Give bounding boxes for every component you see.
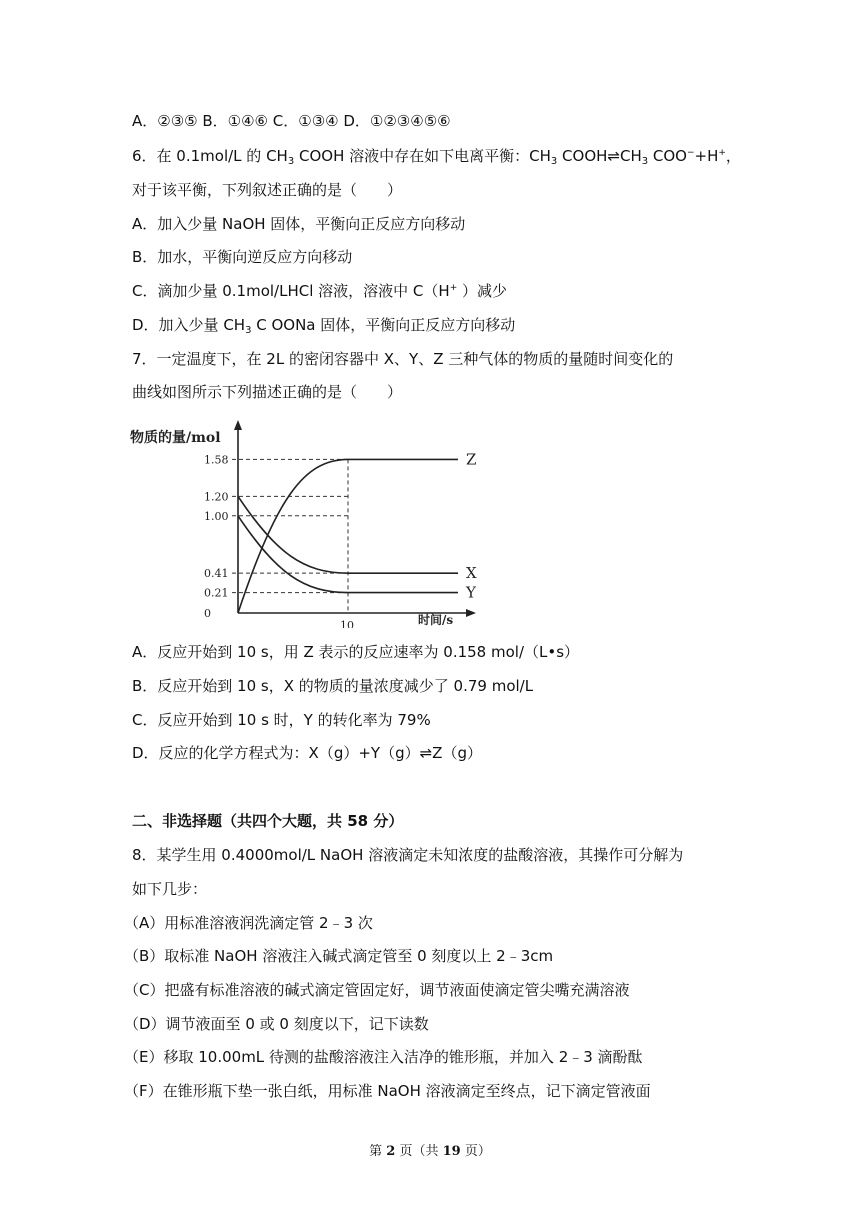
x-axis-label: 时间/s bbox=[418, 613, 454, 627]
amount-vs-time-chart bbox=[128, 418, 478, 628]
y-tick-label: 1.20 bbox=[204, 490, 229, 504]
q8-step-e: （E）移取 10.00mL 待测的盐酸溶液注入洁净的锥形瓶，并加入 2﹣3 滴酚酞 bbox=[124, 1048, 643, 1066]
q7-option-c: C．反应开始到 10 s 时，Y 的转化率为 79% bbox=[132, 711, 431, 729]
y-tick-label: 1.00 bbox=[204, 509, 229, 523]
q7-stem-line1: 7．一定温度下，在 2L 的密闭容器中 X、Y、Z 三种气体的物质的量随时间变化的 bbox=[132, 350, 674, 368]
chart-axes bbox=[234, 420, 476, 617]
q7-stem-line2: 曲线如图所示下列描述正确的是（ ） bbox=[132, 383, 403, 401]
q6-stem-line2: 对于该平衡，下列叙述正确的是（ ） bbox=[132, 181, 403, 199]
q8-step-d: （D）调节液面至 0 或 0 刻度以下，记下读数 bbox=[124, 1015, 429, 1033]
y-axis-label: 物质的量/mol bbox=[130, 430, 221, 446]
q8-step-c: （C）把盛有标准溶液的碱式滴定管固定好，调节液面使滴定管尖嘴充满溶液 bbox=[124, 981, 630, 999]
q6-stem-line1: 6．在 0.1mol/L 的 $CH_3$ COOH 溶液中存在如下电离平衡：$CH_3$ $COOH\rightleftharpoons CH_3$ COO−+H+， bbox=[132, 147, 741, 167]
series-label-X: X bbox=[466, 564, 477, 583]
q8-step-a: （A）用标准溶液润洗滴定管 2﹣3 次 bbox=[124, 914, 373, 932]
q5-options: A．②③⑤ B．①④⑥ C．①③④ D．①②③④⑤⑥ bbox=[132, 112, 451, 130]
q6-option-a: A．加入少量 NaOH 固体，平衡向正反应方向移动 bbox=[132, 215, 466, 233]
series-label-Z: Z bbox=[466, 450, 477, 469]
page-footer: 第 2 页（共 19 页） bbox=[369, 1144, 491, 1159]
q8-step-b: （B）取标准 NaOH 溶液注入碱式滴定管至 0 刻度以上 2﹣3cm bbox=[124, 947, 554, 965]
q6-option-b: B．加水，平衡向逆反应方向移动 bbox=[132, 248, 353, 266]
q7-option-a: A．反应开始到 10 s，用 Z 表示的反应速率为 0.158 mol/（L•s） bbox=[132, 643, 580, 661]
y-tick-label: 0 bbox=[204, 607, 211, 620]
y-axis-arrow bbox=[234, 420, 242, 430]
y-tick-label: 1.58 bbox=[204, 453, 229, 467]
q7-option-d: D．反应的化学方程式为：X（g）+Y（g）⇌Z（g） bbox=[132, 744, 482, 762]
q6-option-d: D．加入少量 $CH_3$ C OONa 固体，平衡向正反应方向移动 bbox=[132, 316, 516, 336]
q8-stem-line1: 8．某学生用 0.4000mol/L NaOH 溶液滴定未知浓度的盐酸溶液，其操作可分解为 bbox=[132, 846, 684, 864]
tick-labels bbox=[204, 453, 354, 628]
x-tick-label: 10 bbox=[340, 619, 354, 628]
series-layer bbox=[238, 450, 477, 613]
guide-lines bbox=[232, 459, 348, 613]
x-axis-arrow bbox=[466, 609, 476, 617]
series-label-Y: Y bbox=[466, 583, 476, 602]
q6-option-c: C．滴加少量 0.1mol/LHCl 溶液，溶液中 C（H+ ）减少 bbox=[132, 282, 508, 300]
q7-option-b: B．反应开始到 10 s，X 的物质的量浓度减少了 0.79 mol/L bbox=[132, 677, 534, 695]
section2-title: 二、非选择题（共四个大题，共 58 分） bbox=[132, 812, 404, 830]
q8-step-f: （F）在锥形瓶下垫一张白纸，用标准 NaOH 溶液滴定至终点，记下滴定管液面 bbox=[124, 1082, 651, 1100]
series-line-X bbox=[238, 496, 458, 573]
y-tick-label: 0.41 bbox=[204, 567, 229, 581]
q8-stem-line2: 如下几步： bbox=[132, 880, 208, 898]
y-tick-label: 0.21 bbox=[204, 586, 229, 600]
